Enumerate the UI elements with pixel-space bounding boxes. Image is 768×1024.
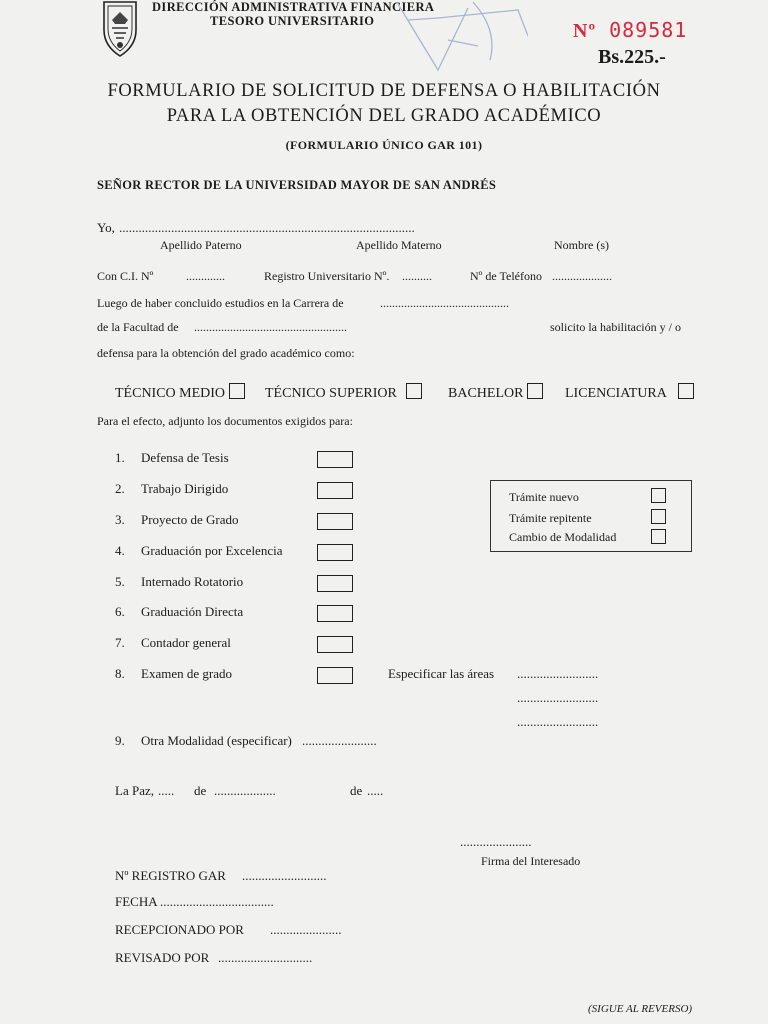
recepcionado-field-dots[interactable]: ...................... [270,922,342,937]
modality-checkbox-defensa-tesis[interactable] [317,451,353,468]
degree-label: TÉCNICO MEDIO [115,386,226,401]
defensa-text: defensa para la obtención del grado académico como: [97,346,355,360]
modality-label: Graduación por Excelencia [141,543,283,558]
institution-name-line2: TESORO UNIVERSITARIO [210,14,375,28]
official-stamp [378,0,528,92]
revisado-field-dots[interactable]: ............................. [218,950,313,965]
degree-option-tecnico-medio[interactable] [115,383,245,402]
caption-nombres: Nombre (s) [554,238,609,252]
modality-label: Contador general [141,635,231,650]
modality-num: 8. [115,666,125,681]
modality-label: Examen de grado [141,666,232,681]
solicito-text: solicito la habilitación y / o [550,320,681,334]
modality-num: 5. [115,574,125,589]
fecha-field-dots[interactable]: ................................... [160,894,274,909]
otra-modalidad-field-dots[interactable]: ....................... [302,733,377,748]
tramite-label: Trámite repitente [509,511,592,525]
carrera-text: Luego de haber concluido estudios en la Carrera de [97,296,344,310]
modality-num: 2. [115,481,125,496]
telefono-label: Nº de Teléfono [470,269,542,283]
registro-gar-label: Nº REGISTRO GAR [115,868,226,883]
cambio-modalidad-checkbox[interactable] [651,529,666,544]
revisado-label: REVISADO POR [115,950,210,965]
checkbox[interactable] [678,383,694,399]
caption-apellido-materno: Apellido Materno [356,238,442,252]
continue-on-back-note: (SIGUE AL REVERSO) [588,1003,693,1015]
facultad-label: de la Facultad de [97,320,179,334]
degree-option-licenciatura[interactable] [565,383,694,402]
modality-num: 1. [115,450,125,465]
ci-label: Con C.I. Nº [97,269,154,283]
especificar-areas-label: Especificar las áreas [388,666,495,681]
caption-apellido-paterno: Apellido Paterno [160,238,242,252]
day-field-dots[interactable]: ..... [158,783,175,798]
modality-checkbox-internado-rotatorio[interactable] [317,575,353,592]
ci-field-dots[interactable]: ............. [186,269,225,283]
salutation: SEÑOR RECTOR DE LA UNIVERSIDAD MAYOR DE SAN ANDRÉS [97,178,497,192]
month-field-dots[interactable]: ................... [214,783,276,798]
year-field-dots[interactable]: ..... [367,783,384,798]
modality-num: 7. [115,635,125,650]
degree-label: TÉCNICO SUPERIOR [265,386,397,401]
modality-num: 4. [115,543,125,558]
form-price: Bs.225.- [598,46,666,68]
modality-label: Trabajo Dirigido [141,481,229,496]
form-code: (FORMULARIO ÚNICO GAR 101) [285,138,483,152]
degree-label: LICENCIATURA [565,386,667,401]
modality-checkbox-contador-general[interactable] [317,636,353,653]
modality-checkbox-trabajo-dirigido[interactable] [317,482,353,499]
serial-label: Nº [573,20,597,42]
tramite-type-box [490,480,692,552]
modality-label: Proyecto de Grado [141,512,239,527]
serial-value: 089581 [609,18,688,42]
modality-checkbox-graduacion-excelencia[interactable] [317,544,353,561]
otra-modalidad-num: 9. [115,733,125,748]
form-serial-number [573,18,687,43]
de-label-2: de [350,783,363,798]
checkbox[interactable] [229,383,245,399]
modality-label: Graduación Directa [141,604,244,619]
checkbox[interactable] [527,383,543,399]
modality-label: Internado Rotatorio [141,574,244,589]
modality-checkbox-graduacion-directa[interactable] [317,605,353,622]
signature-label: Firma del Interesado [481,854,581,868]
institution-name-line1: DIRECCIÓN ADMINISTRATIVA FINANCIERA [152,0,435,14]
facultad-field-dots[interactable]: ................................................... [194,320,347,334]
areas-field-dots-3[interactable]: ......................... [517,714,599,729]
recepcionado-label: RECEPCIONADO POR [115,922,244,937]
areas-field-dots-1[interactable]: ......................... [517,666,599,681]
degree-label: BACHELOR [448,386,524,401]
tramite-label: Trámite nuevo [509,490,579,504]
modality-num: 3. [115,512,125,527]
modality-label: Defensa de Tesis [141,450,229,465]
registro-universitario-label: Registro Universitario Nº. [264,269,390,283]
degree-option-tecnico-superior[interactable] [265,383,422,402]
form-title-line2: PARA LA OBTENCIÓN DEL GRADO ACADÉMICO [166,106,602,126]
documents-intro: Para el efecto, adjunto los documentos exigidos para: [97,414,353,428]
registro-gar-field-dots[interactable]: .......................... [242,868,327,883]
yo-label: Yo, [97,220,115,235]
city-label: La Paz, [115,783,154,798]
degree-option-bachelor[interactable] [448,383,543,402]
areas-field-dots-2[interactable]: ......................... [517,690,599,705]
fecha-label: FECHA [115,894,158,909]
tramite-nuevo-checkbox[interactable] [651,488,666,503]
otra-modalidad-label: Otra Modalidad (especificar) [141,733,292,748]
telefono-field-dots[interactable]: .................... [552,269,612,283]
registro-field-dots[interactable]: .......... [402,269,432,283]
name-field-dots[interactable]: ........................................................................................... [119,220,415,235]
university-crest-logo [98,0,142,60]
form-title-line1: FORMULARIO DE SOLICITUD DE DEFENSA O HABILITACIÓN [107,81,661,101]
tramite-label: Cambio de Modalidad [509,530,617,544]
checkbox[interactable] [406,383,422,399]
signature-line-dots[interactable]: ...................... [460,834,532,849]
tramite-repitente-checkbox[interactable] [651,509,666,524]
modality-checkbox-proyecto-grado[interactable] [317,513,353,530]
modality-num: 6. [115,604,125,619]
carrera-field-dots[interactable]: ........................................... [380,296,509,310]
modality-checkbox-examen-grado[interactable] [317,667,353,684]
de-label-1: de [194,783,207,798]
